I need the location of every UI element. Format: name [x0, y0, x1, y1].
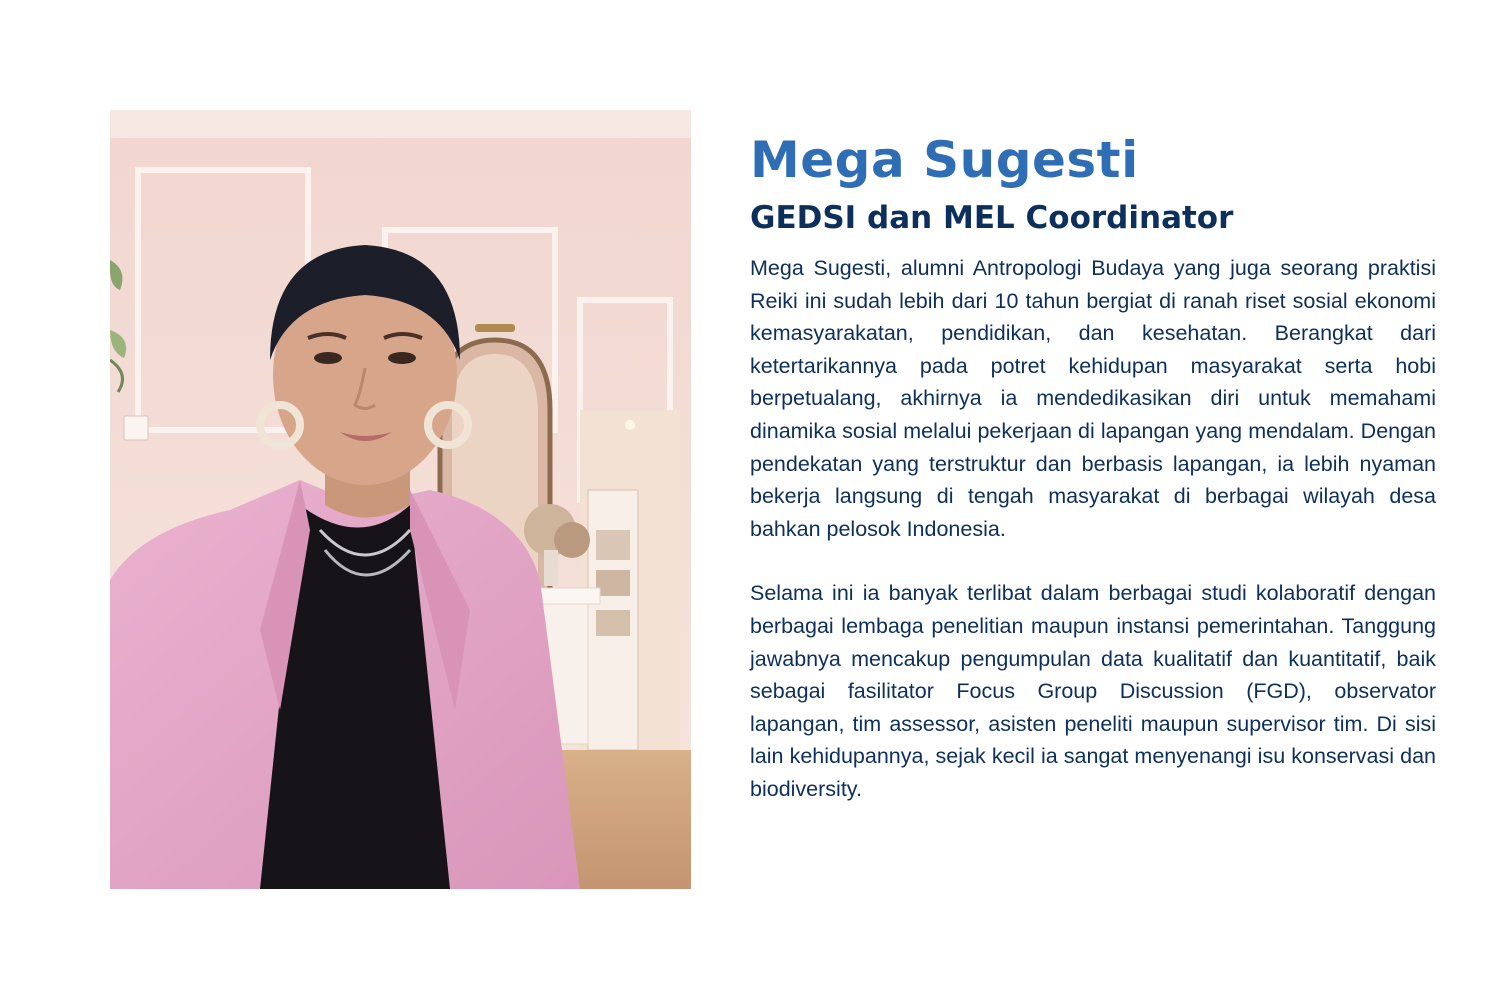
bio-paragraph-1: Mega Sugesti, alumni Antropologi Budaya yang juga seorang praktisi Reiki ini sudah lebih dari 10 tahun bergiat di ranah riset sosial ekonomi kemasyarakatan, pendidikan, dan kesehatan. Berangkat dari ketertarikannya pada potret kehidupan masyarakat serta hobi berpetualang, akhirnya ia mendedikasikan diri untuk memahami dinamika sosial melalui pekerjaan di lapangan yang mendalam. Dengan pendekatan yang terstruktur dan berbasis lapangan, ia lebih nyaman bekerja langsung di tengah masyarakat di berbagai wilayah desa bahkan pelosok Indonesia. — [750, 256, 1436, 541]
person-role: GEDSI dan MEL Coordinator — [750, 200, 1234, 236]
bio-paragraph-2: Selama ini ia banyak terlibat dalam berbagai studi kolaboratif dengan berbagai lembaga penelitian maupun instansi pemerintahan. Tanggung jawabnya mencakup pengumpulan data kualitatif dan kuantitatif, baik sebagai fasilitator Focus Group Discussion (FGD), observator lapangan, tim assessor, asisten peneliti maupun supervisor tim. Di sisi lain kehidupannya, sejak kecil ia sangat menyenangi isu konservasi dan biodiversity. — [750, 581, 1436, 801]
profile-photo — [110, 110, 691, 889]
bio-section — [750, 128, 1436, 806]
portrait-illustration — [110, 110, 691, 889]
person-name: Mega Sugesti — [750, 131, 1139, 189]
